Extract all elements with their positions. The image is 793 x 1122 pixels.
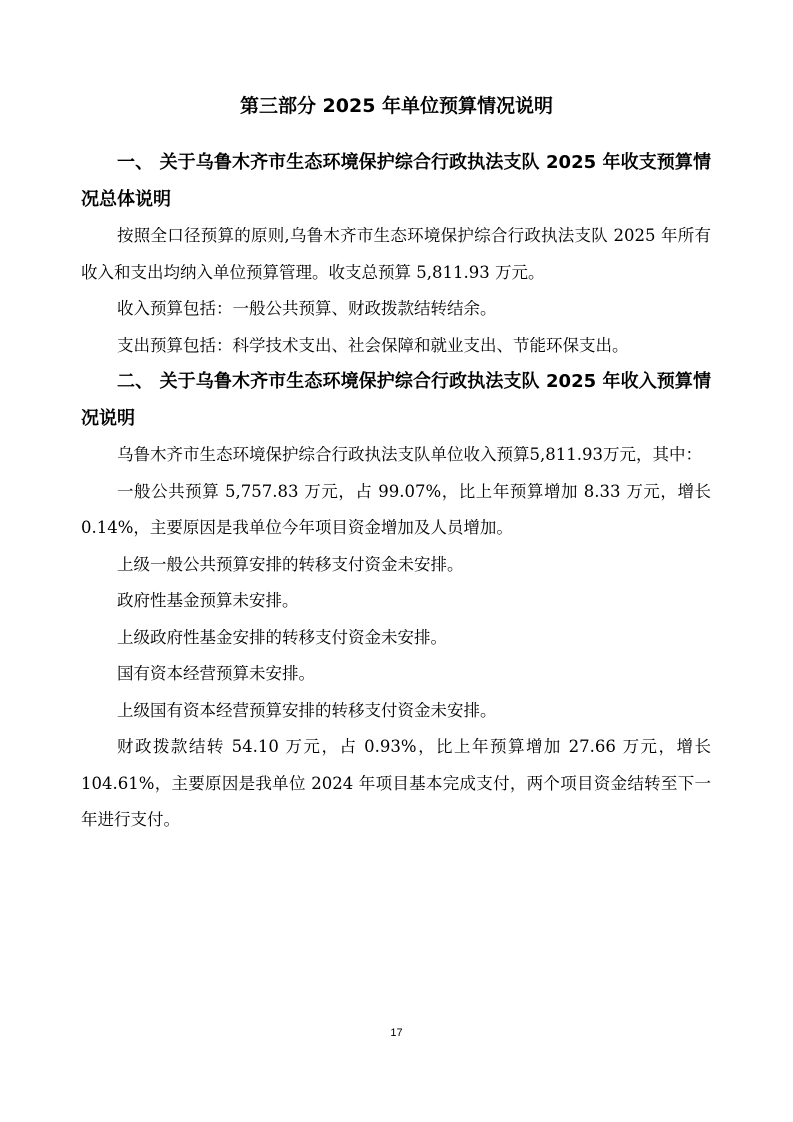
paragraph: 财政拨款结转 54.10 万元，占 0.93%，比上年预算增加 27.66 万元，增长 104.61%，主要原因是我单位 2024 年项目基本完成支付，两个项目资金结转至下一年进行支付。: [81, 737, 711, 829]
paragraph: 上级国有资本经营预算安排的转移支付资金未安排。: [117, 700, 497, 720]
section-income-budget: [81, 364, 711, 839]
paragraph: 支出预算包括：科学技术支出、社会保障和就业支出、节能环保支出。: [117, 335, 629, 355]
page-title: 第三部分 2025 年单位预算情况说明: [239, 95, 554, 117]
paragraph: 乌鲁木齐市生态环境保护综合行政执法支队单位收入预算5,811.93万元，其中：: [117, 445, 702, 464]
paragraph: 按照全口径预算的原则,乌鲁木齐市生态环境保护综合行政执法支队 2025 年所有收入和支出均纳入单位预算管理。收支总预算 5,811.93 万元。: [81, 226, 711, 282]
document-body: [81, 145, 711, 839]
paragraph: 上级政府性基金安排的转移支付资金未安排。: [117, 627, 447, 647]
paragraph: 政府性基金预算未安排。: [117, 591, 299, 610]
paragraph: 收入预算包括：一般公共预算、财政拨款结转结余。: [117, 299, 497, 318]
section-heading-income: 二、 关于乌鲁木齐市生态环境保护综合行政执法支队 2025 年收入预算情况说明: [81, 371, 711, 429]
paragraph: 一般公共预算 5,757.83 万元，占 99.07%，比上年预算增加 8.33 万元，增长 0.14%，主要原因是我单位今年项目资金增加及人员增加。: [81, 481, 711, 537]
page-number: 17: [390, 1027, 403, 1039]
paragraph: 上级一般公共预算安排的转移支付资金未安排。: [117, 554, 464, 574]
section-heading-overall: 一、 关于乌鲁木齐市生态环境保护综合行政执法支队 2025 年收支预算情况总体说明: [81, 152, 711, 210]
section-overall-budget: [81, 145, 711, 364]
paragraph: 国有资本经营预算未安排。: [117, 664, 315, 683]
